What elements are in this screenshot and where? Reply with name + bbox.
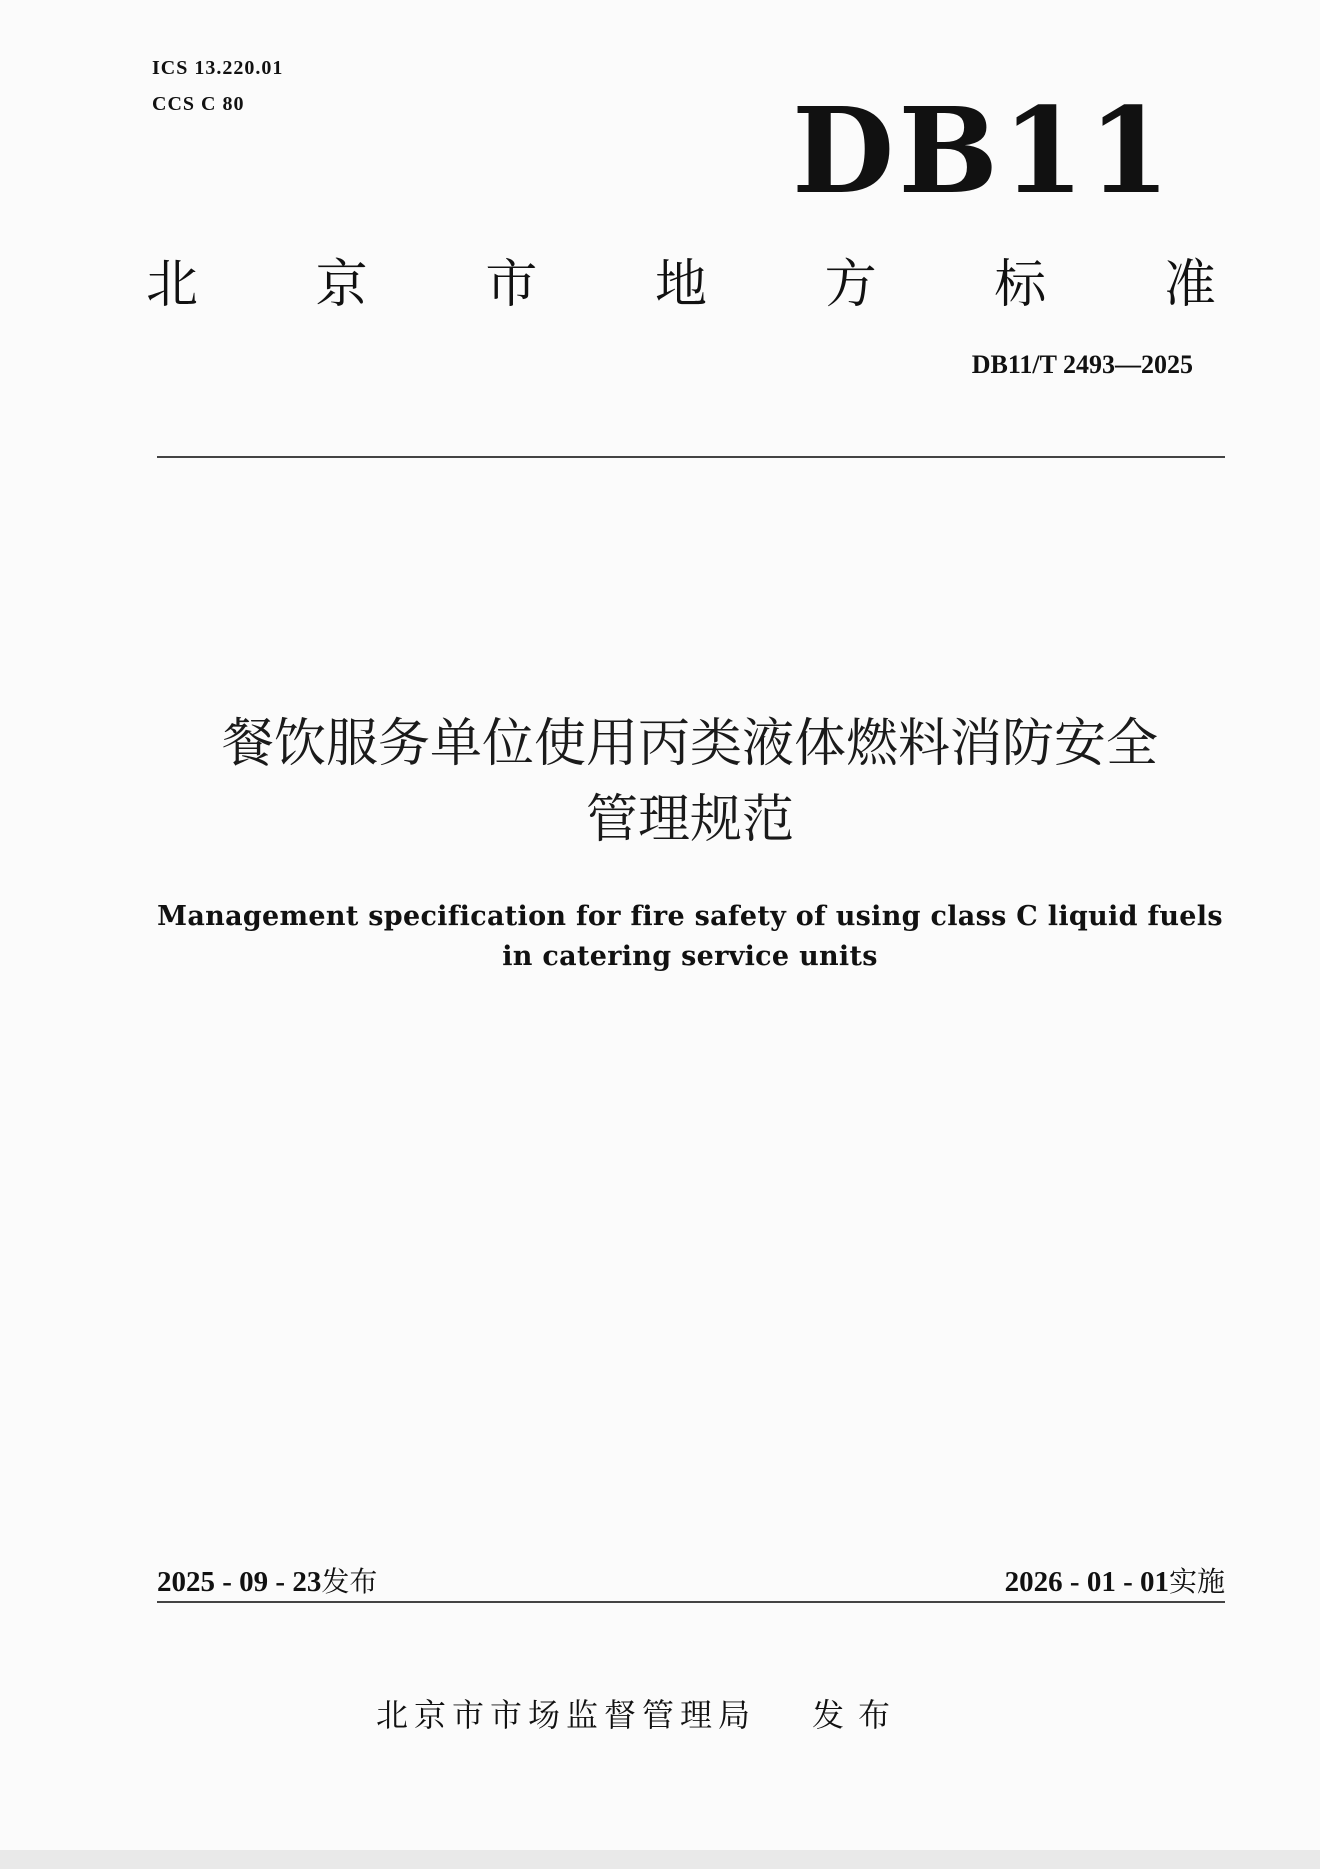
classification-codes — [152, 50, 283, 122]
effective-label: 实施 — [1168, 1565, 1225, 1598]
top-divider — [157, 456, 1225, 458]
title-english-line-1: Management specification for fire safety of using class C liquid fuels — [157, 901, 1223, 932]
issue-date-value: 2025 - 09 - 23 — [157, 1566, 322, 1598]
issue-label: 发布 — [321, 1565, 378, 1598]
standard-number: DB11/T 2493—2025 — [971, 350, 1193, 379]
ics-code: ICS 13.220.01 — [152, 57, 284, 79]
ccs-code: CCS C 80 — [152, 93, 245, 115]
effective-date — [1005, 1560, 1225, 1600]
title-english-line-2: in catering service units — [502, 941, 878, 972]
title-english — [100, 897, 1280, 977]
standard-type-char: 市 — [485, 255, 538, 315]
standard-type-char: 标 — [994, 255, 1047, 315]
issue-date — [157, 1560, 377, 1600]
standard-type-char: 方 — [824, 255, 877, 315]
db11-logo: DB11 — [792, 81, 1175, 220]
standard-type-char: 京 — [315, 255, 368, 315]
standard-type-char: 北 — [146, 255, 199, 315]
bottom-strip — [0, 1850, 1320, 1869]
issuer-line — [376, 1690, 904, 1736]
bottom-divider — [157, 1601, 1225, 1603]
title-chinese — [100, 706, 1280, 858]
standard-type — [146, 242, 1216, 317]
standard-type-char: 地 — [654, 255, 707, 315]
issuer-action: 发布 — [812, 1696, 905, 1734]
title-chinese-line-1: 餐饮服务单位使用丙类液体燃料消防安全 — [221, 714, 1158, 774]
effective-date-value: 2026 - 01 - 01 — [1004, 1566, 1169, 1598]
standard-type-char: 准 — [1163, 255, 1216, 315]
title-chinese-line-2: 管理规范 — [585, 790, 794, 850]
issuer-name: 北京市市场监督管理局 — [376, 1696, 757, 1734]
